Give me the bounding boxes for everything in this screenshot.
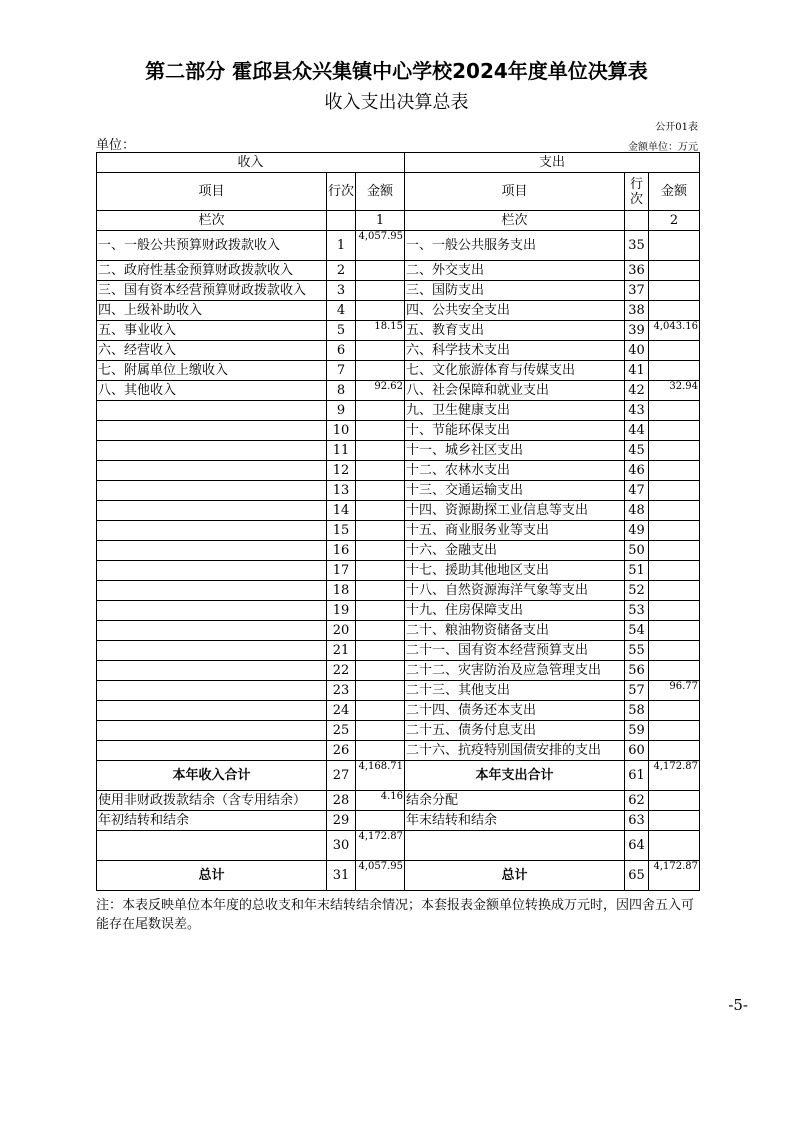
income-row-no: 18 (327, 581, 356, 601)
expense-row-no: 61 (625, 761, 649, 791)
table-row (97, 341, 700, 361)
income-row-no: 5 (327, 321, 356, 341)
table-row (97, 701, 700, 721)
income-item: 五、事业收入 (97, 321, 327, 341)
expense-item: 六、科学技术支出 (405, 341, 625, 361)
expense-item: 十八、自然资源海洋气象等支出 (405, 581, 625, 601)
expense-row-no: 51 (625, 561, 649, 581)
income-amount (356, 441, 405, 461)
footnote: 注：本表反映单位本年度的总收支和年末结转结余情况；本套报表金额单位转换成万元时，因四舍五入可能存在尾数误差。 (96, 898, 695, 932)
expense-header: 支出 (405, 153, 700, 173)
income-row-no: 13 (327, 481, 356, 501)
expense-amount (649, 261, 700, 281)
item-header: 项目 (97, 173, 327, 211)
expense-item: 二十、粮油物资储备支出 (405, 621, 625, 641)
row-no-header: 行次 (327, 173, 356, 211)
expense-item: 十三、交通运输支出 (405, 481, 625, 501)
expense-item: 十一、城乡社区支出 (405, 441, 625, 461)
expense-amount (649, 791, 700, 811)
income-item (97, 501, 327, 521)
expense-row-no: 65 (625, 861, 649, 891)
income-item (97, 481, 327, 501)
income-row-no: 23 (327, 681, 356, 701)
expense-amount (649, 501, 700, 521)
expense-row-no: 50 (625, 541, 649, 561)
expense-row-no: 54 (625, 621, 649, 641)
amount-header: 金额 (649, 173, 700, 211)
income-item (97, 441, 327, 461)
income-amount (356, 501, 405, 521)
income-amount (356, 421, 405, 441)
money-unit: 金额单位：万元 (628, 142, 698, 153)
income-item: 总计 (97, 861, 327, 891)
expense-amount (649, 581, 700, 601)
table-row (97, 741, 700, 761)
table-row (97, 581, 700, 601)
expense-row-no: 47 (625, 481, 649, 501)
expense-amount: 96.77 (649, 681, 700, 701)
income-amount (356, 581, 405, 601)
expense-amount (649, 521, 700, 541)
expense-row-no: 40 (625, 341, 649, 361)
expense-item: 十九、住房保障支出 (405, 601, 625, 621)
income-row-no: 27 (327, 761, 356, 791)
form-number: 公开01表 (655, 122, 698, 133)
income-amount (356, 701, 405, 721)
table-row (97, 361, 700, 381)
expense-amount (649, 341, 700, 361)
expense-item: 十五、商业服务业等支出 (405, 521, 625, 541)
expense-amount (649, 561, 700, 581)
income-row-no: 15 (327, 521, 356, 541)
income-row-no: 3 (327, 281, 356, 301)
expense-row-no: 42 (625, 381, 649, 401)
income-row-no: 17 (327, 561, 356, 581)
income-item (97, 621, 327, 641)
income-row-no: 28 (327, 791, 356, 811)
income-amount (356, 561, 405, 581)
expense-item: 四、公共安全支出 (405, 301, 625, 321)
income-row-no: 20 (327, 621, 356, 641)
table-row (97, 301, 700, 321)
expense-amount (649, 541, 700, 561)
table-row (97, 461, 700, 481)
expense-row-no: 52 (625, 581, 649, 601)
item-header: 项目 (405, 173, 625, 211)
table-row (97, 791, 700, 811)
table-row (97, 231, 700, 261)
expense-item: 八、社会保障和就业支出 (405, 381, 625, 401)
table-row (97, 831, 700, 861)
expense-amount (649, 281, 700, 301)
income-item: 二、政府性基金预算财政拨款收入 (97, 261, 327, 281)
income-item: 本年收入合计 (97, 761, 327, 791)
expense-amount: 32.94 (649, 381, 700, 401)
income-amount (356, 601, 405, 621)
expense-row-no: 49 (625, 521, 649, 541)
expense-row-no: 62 (625, 791, 649, 811)
expense-row-no: 46 (625, 461, 649, 481)
table-row (97, 541, 700, 561)
expense-item: 年末结转和结余 (405, 811, 625, 831)
income-item (97, 721, 327, 741)
expense-row-no: 38 (625, 301, 649, 321)
income-item (97, 421, 327, 441)
table-row (97, 761, 700, 791)
income-item: 使用非财政拨款结余（含专用结余） (97, 791, 327, 811)
income-amount (356, 481, 405, 501)
expense-row-no: 63 (625, 811, 649, 831)
income-item (97, 541, 327, 561)
amount-header: 金额 (356, 173, 405, 211)
expense-amount (649, 441, 700, 461)
column-number: 1 (356, 211, 405, 231)
table-row (97, 321, 700, 341)
income-row-no: 7 (327, 361, 356, 381)
column-number: 2 (649, 211, 700, 231)
table-row (97, 861, 700, 891)
expense-amount (649, 621, 700, 641)
expense-amount (649, 831, 700, 861)
income-item: 六、经营收入 (97, 341, 327, 361)
table-row (97, 381, 700, 401)
expense-item: 二十二、灾害防治及应急管理支出 (405, 661, 625, 681)
expense-amount: 4,172.87 (649, 761, 700, 791)
expense-item: 七、文化旅游体育与传媒支出 (405, 361, 625, 381)
expense-row-no: 39 (625, 321, 649, 341)
expense-row-no: 37 (625, 281, 649, 301)
expense-row-no: 44 (625, 421, 649, 441)
income-amount (356, 741, 405, 761)
table-row (97, 281, 700, 301)
income-item: 三、国有资本经营预算财政拨款收入 (97, 281, 327, 301)
expense-amount (649, 701, 700, 721)
expense-item (405, 831, 625, 861)
column-label: 栏次 (97, 211, 327, 231)
table-row (97, 811, 700, 831)
expense-amount (649, 811, 700, 831)
income-row-no: 10 (327, 421, 356, 441)
expense-item: 结余分配 (405, 791, 625, 811)
income-amount: 4,172.87 (356, 831, 405, 861)
income-row-no: 19 (327, 601, 356, 621)
expense-amount (649, 641, 700, 661)
income-row-no: 2 (327, 261, 356, 281)
expense-row-no: 35 (625, 231, 649, 261)
income-item (97, 701, 327, 721)
income-row-no: 11 (327, 441, 356, 461)
income-row-no: 26 (327, 741, 356, 761)
expense-item: 二十三、其他支出 (405, 681, 625, 701)
income-row-no: 25 (327, 721, 356, 741)
table-row (97, 601, 700, 621)
expense-item: 三、国防支出 (405, 281, 625, 301)
expense-item: 二十一、国有资本经营预算支出 (405, 641, 625, 661)
expense-amount (649, 361, 700, 381)
income-item (97, 521, 327, 541)
expense-item: 十六、金融支出 (405, 541, 625, 561)
income-item: 一、一般公共预算财政拨款收入 (97, 231, 327, 261)
income-row-no: 8 (327, 381, 356, 401)
expense-row-no: 64 (625, 831, 649, 861)
expense-amount (649, 421, 700, 441)
expense-item: 二十六、抗疫特别国债安排的支出 (405, 741, 625, 761)
income-row-no: 1 (327, 231, 356, 261)
income-amount (356, 401, 405, 421)
income-item: 八、其他收入 (97, 381, 327, 401)
income-item (97, 681, 327, 701)
income-row-no: 9 (327, 401, 356, 421)
income-amount (356, 681, 405, 701)
table-row (97, 641, 700, 661)
table-subtitle: 收入支出决算总表 (324, 92, 469, 113)
expense-amount (649, 301, 700, 321)
income-item (97, 461, 327, 481)
expense-row-no: 60 (625, 741, 649, 761)
income-row-no: 24 (327, 701, 356, 721)
expense-row-no: 48 (625, 501, 649, 521)
expense-amount (649, 741, 700, 761)
expense-row-no: 41 (625, 361, 649, 381)
income-amount: 4.16 (356, 791, 405, 811)
table-row (97, 441, 700, 461)
income-amount (356, 281, 405, 301)
income-amount (356, 341, 405, 361)
row-no-header: 行次 (625, 173, 649, 211)
income-amount (356, 641, 405, 661)
income-amount (356, 811, 405, 831)
page-number: -5- (728, 996, 748, 1014)
income-item: 四、上级补助收入 (97, 301, 327, 321)
expense-row-no: 36 (625, 261, 649, 281)
income-item (97, 641, 327, 661)
income-row-no: 4 (327, 301, 356, 321)
income-amount: 4,057.95 (356, 231, 405, 261)
income-amount: 4,057.95 (356, 861, 405, 891)
income-amount: 92.62 (356, 381, 405, 401)
income-row-no: 31 (327, 861, 356, 891)
expense-row-no: 45 (625, 441, 649, 461)
table-row (97, 421, 700, 441)
expense-item: 二十四、债务还本支出 (405, 701, 625, 721)
expense-row-no: 56 (625, 661, 649, 681)
income-row-no: 29 (327, 811, 356, 831)
income-amount: 18.15 (356, 321, 405, 341)
income-item (97, 561, 327, 581)
income-amount (356, 261, 405, 281)
table-row (97, 681, 700, 701)
income-row-no: 12 (327, 461, 356, 481)
expense-item: 二十五、债务付息支出 (405, 721, 625, 741)
column-label: 栏次 (405, 211, 625, 231)
expense-row-no: 59 (625, 721, 649, 741)
expense-amount (649, 481, 700, 501)
income-expense-table (96, 152, 700, 891)
income-row-no: 14 (327, 501, 356, 521)
expense-item: 总计 (405, 861, 625, 891)
income-item (97, 401, 327, 421)
expense-amount (649, 601, 700, 621)
income-row-no: 22 (327, 661, 356, 681)
expense-item: 本年支出合计 (405, 761, 625, 791)
income-amount (356, 661, 405, 681)
expense-row-no: 53 (625, 601, 649, 621)
expense-item: 二、外交支出 (405, 261, 625, 281)
table-row (97, 721, 700, 741)
table-row (97, 481, 700, 501)
expense-item: 十七、援助其他地区支出 (405, 561, 625, 581)
income-row-no: 21 (327, 641, 356, 661)
income-amount (356, 521, 405, 541)
income-item (97, 601, 327, 621)
table-row (97, 661, 700, 681)
expense-item: 十四、资源勘探工业信息等支出 (405, 501, 625, 521)
document-title: 第二部分 霍邱县众兴集镇中心学校2024年度单位决算表 (145, 59, 648, 83)
expense-item: 一、一般公共服务支出 (405, 231, 625, 261)
income-row-no: 16 (327, 541, 356, 561)
expense-row-no: 58 (625, 701, 649, 721)
expense-amount: 4,172.87 (649, 861, 700, 891)
expense-amount (649, 661, 700, 681)
table-row (97, 561, 700, 581)
income-item (97, 581, 327, 601)
income-amount (356, 621, 405, 641)
expense-item: 九、卫生健康支出 (405, 401, 625, 421)
expense-amount: 4,043.16 (649, 321, 700, 341)
expense-row-no: 43 (625, 401, 649, 421)
expense-item: 十、节能环保支出 (405, 421, 625, 441)
income-item: 年初结转和结余 (97, 811, 327, 831)
unit-label: 单位： (96, 138, 136, 153)
income-amount (356, 541, 405, 561)
income-item (97, 831, 327, 861)
expense-row-no: 57 (625, 681, 649, 701)
table-row (97, 621, 700, 641)
expense-amount (649, 231, 700, 261)
table-row (97, 501, 700, 521)
income-header: 收入 (97, 153, 405, 173)
expense-amount (649, 401, 700, 421)
income-amount (356, 301, 405, 321)
income-amount: 4,168.71 (356, 761, 405, 791)
table-row (97, 401, 700, 421)
income-amount (356, 721, 405, 741)
table-row (97, 261, 700, 281)
income-amount (356, 461, 405, 481)
income-item (97, 661, 327, 681)
income-row-no: 30 (327, 831, 356, 861)
table-row (97, 521, 700, 541)
expense-amount (649, 721, 700, 741)
expense-item: 十二、农林水支出 (405, 461, 625, 481)
income-amount (356, 361, 405, 381)
income-item: 七、附属单位上缴收入 (97, 361, 327, 381)
expense-amount (649, 461, 700, 481)
income-row-no: 6 (327, 341, 356, 361)
expense-row-no: 55 (625, 641, 649, 661)
income-item (97, 741, 327, 761)
expense-item: 五、教育支出 (405, 321, 625, 341)
